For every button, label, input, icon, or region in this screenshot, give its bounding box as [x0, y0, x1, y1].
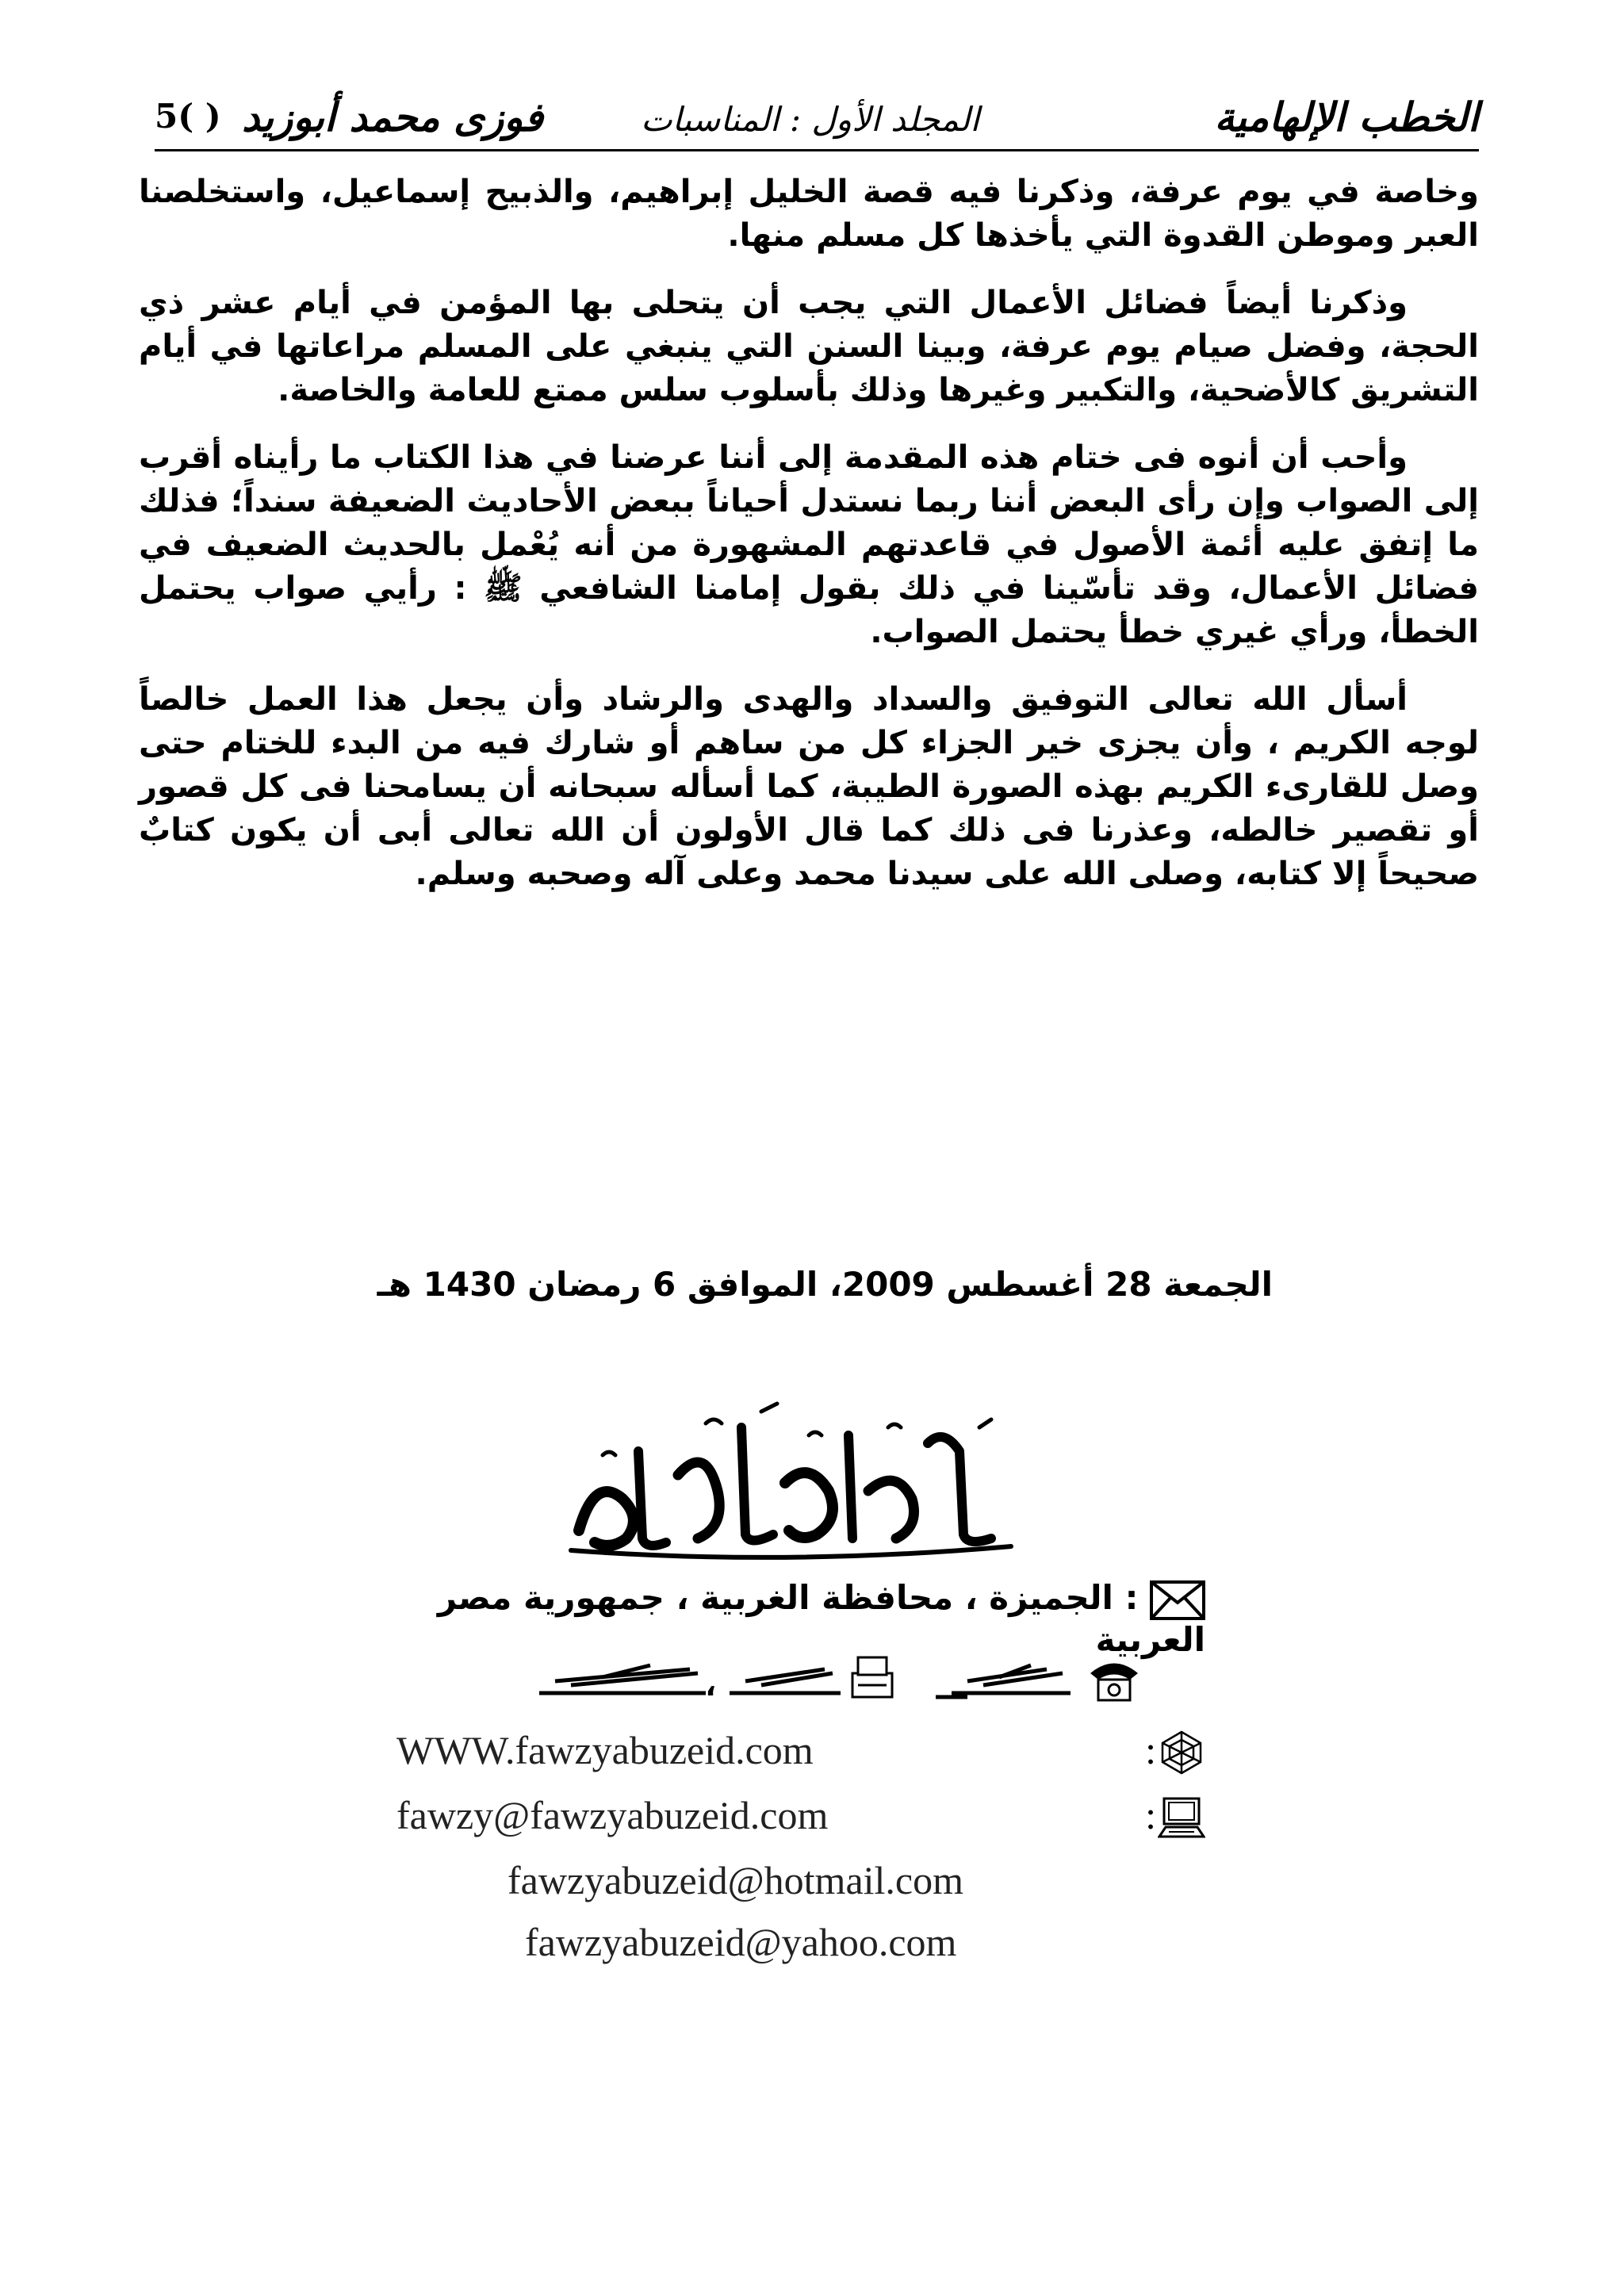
- header-page-number: 5( ): [155, 97, 221, 136]
- email-hotmail[interactable]: fawzyabuzeid@hotmail.com: [508, 1858, 963, 1902]
- email-primary[interactable]: fawzy@fawzyabuzeid.com: [396, 1793, 829, 1837]
- phone-row: [317, 1649, 1205, 1721]
- website-colon: :: [1145, 1728, 1156, 1772]
- envelope-icon: [1150, 1580, 1205, 1620]
- running-header: [155, 94, 1479, 151]
- telephone-icon: [1090, 1664, 1138, 1701]
- paragraph-1: وخاصة في يوم عرفة، وذكرنا فيه قصة الخليل إبراهيم، والذبيح إسماعيل، واستخلصنا العبر وموطن القدوة التي يأخذها كل مسلم منها.: [139, 174, 1479, 254]
- website-row: [317, 1721, 1205, 1792]
- contact-block: [317, 1578, 1205, 2006]
- address-text: الجميزة ، محافظة الغربية ، جمهورية مصر العربية: [437, 1578, 1205, 1659]
- fax-icon: [852, 1657, 892, 1697]
- phone-fax-numbers: [492, 1649, 1142, 1705]
- header-author: فوزى محمد أبوزيد: [242, 94, 543, 140]
- address-separator: :: [1124, 1578, 1139, 1617]
- signature-calligraphy: [547, 1380, 1023, 1570]
- body-text: [139, 170, 1479, 920]
- email3-row: [317, 1920, 1205, 2006]
- address: [317, 1578, 1205, 1659]
- email-colon: :: [1145, 1793, 1156, 1837]
- computer-icon: [1158, 1795, 1205, 1840]
- paragraph-4: أسأل الله تعالى التوفيق والسداد والهدى والرشاد وأن يجعل هذا العمل خالصاً لوجه الكريم ، وأن يجزى خير الجزاء كل من ساهم أو شارك فيه من البدء للختام حتى وصل للقارىء الكريم بهذه الصورة الطيبة، كما أسأله سبحانه أن يسامحنا فى كل قصور أو تقصير خالطه، وعذرنا فى ذلك كما قال الأولون أن الله تعالى أبى أن يكون كتابٌ صحيحاً إلا كتابه، وصلى الله على سيدنا محمد وعلى آله وصحبه وسلم.: [139, 681, 1479, 892]
- paragraph-3: وأحب أن أنوه فى ختام هذه المقدمة إلى أننا عرضنا في هذا الكتاب ما رأيناه أقرب إلى الصواب وإن رأى البعض أننا ربما نستدل أحياناً ببعض الأحاديث الضعيفة سنداً؛ فذلك ما إتفق عليه أئمة الأصول في قاعدتهم المشهورة من أنه يُعْمل بالحديث الضعيف في فضائل الأعمال، وقد تأسّينا في ذلك بقول إمامنا الشافعي ﷺ : رأيي صواب يحتمل الخطأ، ورأي غيري خطأ يحتمل الصواب.: [139, 439, 1479, 650]
- header-book-title: الخطب الإلهامية: [1214, 94, 1479, 140]
- email1-row: [317, 1792, 1205, 1864]
- svg-text:،: ،: [705, 1670, 716, 1703]
- date-line: الجمعة 28 أغسطس 2009، الموافق 6 رمضان 1430 هـ: [377, 1265, 1273, 1304]
- website-link[interactable]: WWW.fawzyabuzeid.com: [396, 1728, 814, 1772]
- spiderweb-icon: [1158, 1729, 1205, 1776]
- header-volume: المجلد الأول : المناسبات: [641, 100, 979, 139]
- address-row: [317, 1578, 1205, 1659]
- paragraph-2: وذكرنا أيضاً فضائل الأعمال التي يجب أن يتحلى بها المؤمن في أيام عشر ذي الحجة، وفضل صيام يوم عرفة، وبينا السنن التي ينبغي على المسلم مراعاتها في أيام التشريق كالأضحية، والتكبير وغيرها وذلك بأسلوب سلس ممتع للعامة والخاصة.: [139, 285, 1479, 408]
- email-yahoo[interactable]: fawzyabuzeid@yahoo.com: [525, 1920, 957, 1964]
